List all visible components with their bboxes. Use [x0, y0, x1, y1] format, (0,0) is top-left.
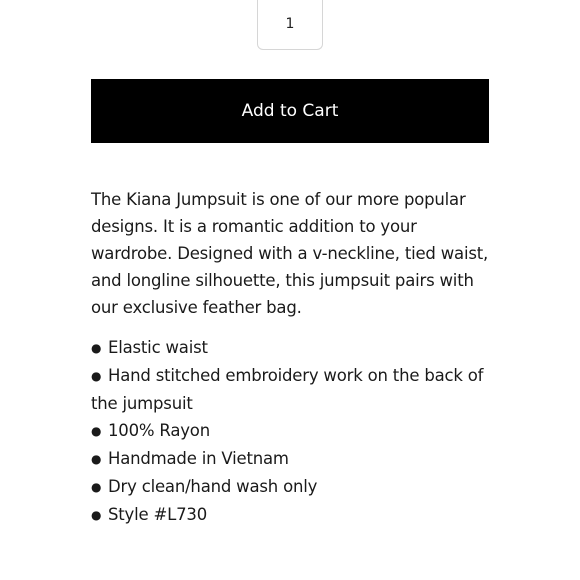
bullet-icon: ● — [91, 452, 102, 466]
add-to-cart-button[interactable]: Add to Cart — [91, 79, 489, 143]
feature-text: Hand stitched embroidery work on the back of the jumpsuit — [91, 366, 484, 413]
list-item — [91, 417, 501, 445]
list-item — [91, 501, 501, 529]
list-item — [91, 445, 501, 473]
feature-text: 100% Rayon — [108, 421, 210, 440]
bullet-icon: ● — [91, 341, 102, 355]
quantity-input[interactable]: 1 — [257, 0, 323, 50]
feature-text: Handmade in Vietnam — [108, 449, 289, 468]
list-item — [91, 334, 501, 362]
list-item — [91, 473, 501, 501]
list-item — [91, 362, 501, 417]
bullet-icon: ● — [91, 480, 102, 494]
bullet-icon: ● — [91, 424, 102, 438]
product-description: The Kiana Jumpsuit is one of our more popular designs. It is a romantic addition to your wardrobe. Designed with a v-neckline, tied waist, and longline silhouette, this jumpsuit pairs with our exclusive feather bag. — [91, 190, 489, 317]
bullet-icon: ● — [91, 508, 102, 522]
bullet-icon: ● — [91, 369, 102, 383]
feature-text: Style #L730 — [108, 505, 207, 524]
feature-list — [91, 334, 501, 529]
feature-text: Elastic waist — [108, 338, 208, 357]
feature-text: Dry clean/hand wash only — [108, 477, 318, 496]
